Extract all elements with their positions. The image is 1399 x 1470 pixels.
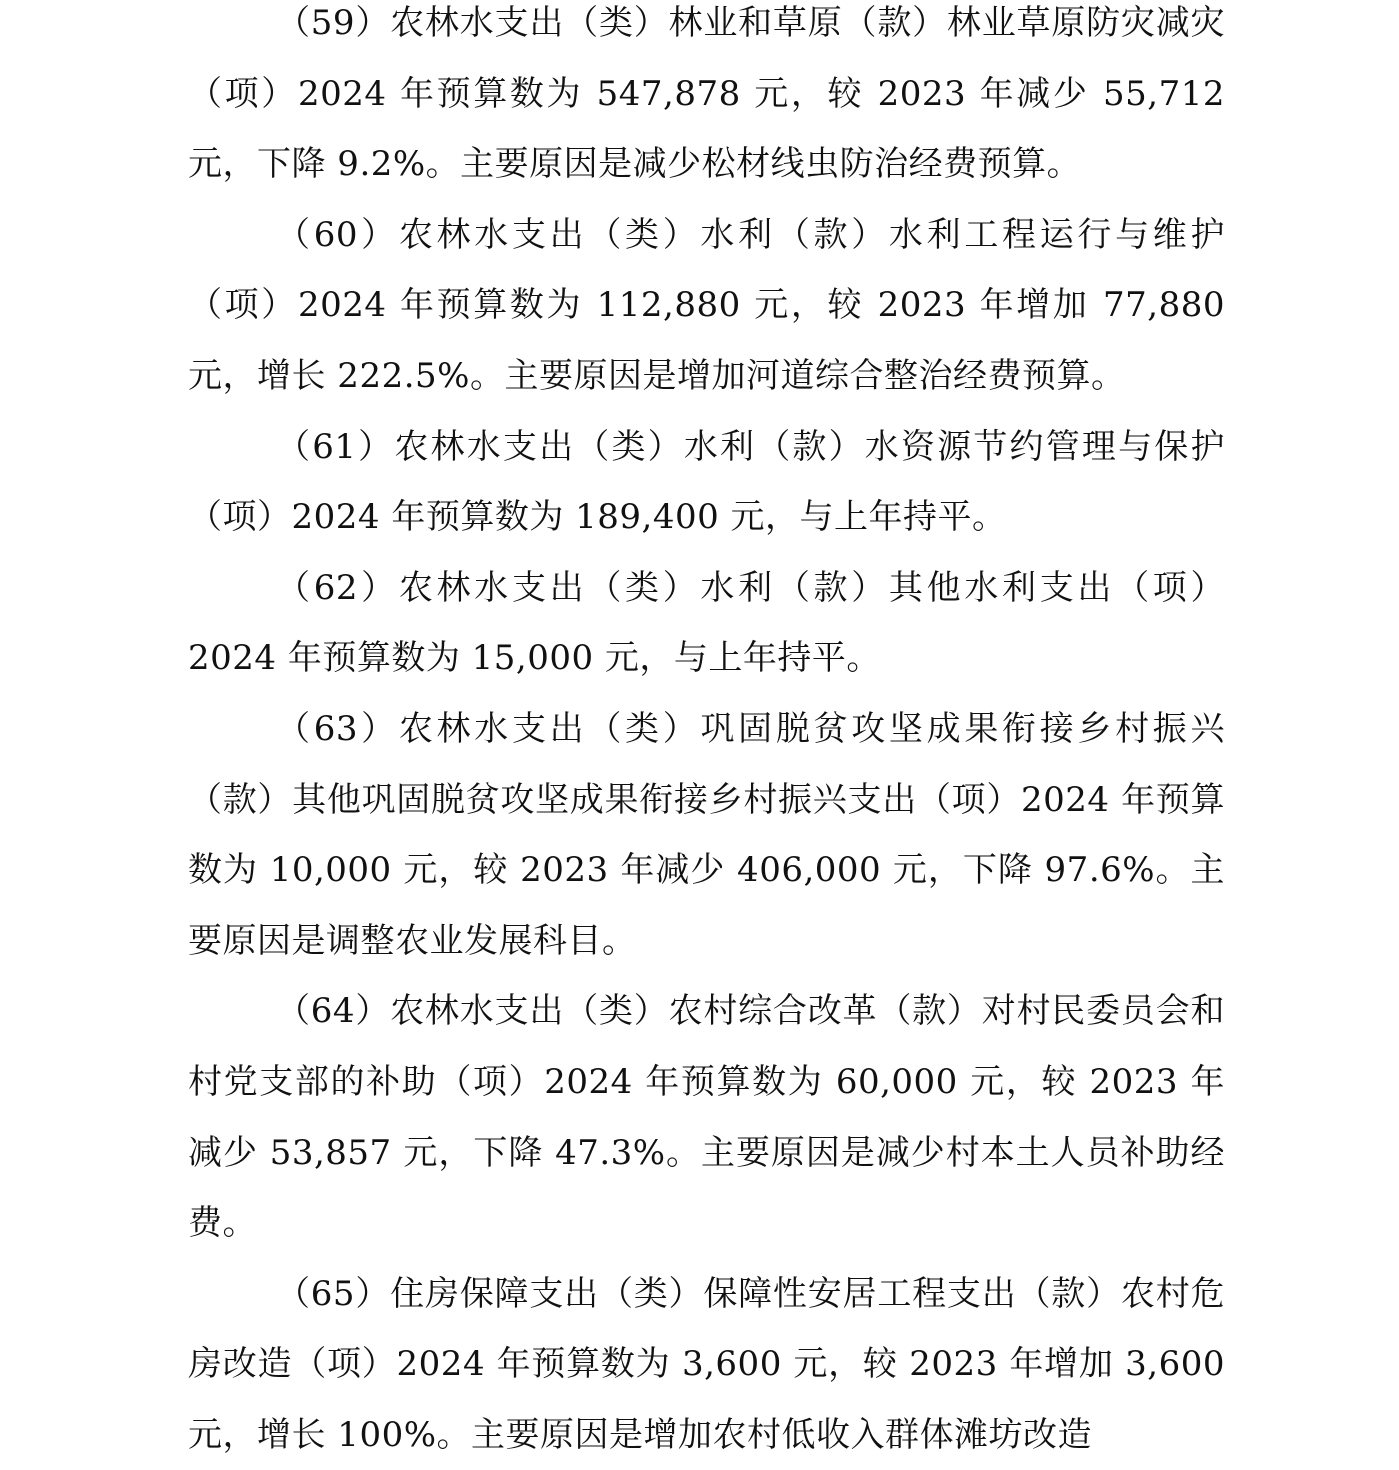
paragraph-59: （59）农林水支出（类）林业和草原（款）林业草原防灾减灾（项）2024 年预算数为 547,878 元，较 2023 年减少 55,712 元，下降 9.2%。主要原因是减少松材线虫防治经费预算。 [188,3,1225,185]
paragraph-60: （60）农林水支出（类）水利（款）水利工程运行与维护（项）2024 年预算数为 112,880 元，较 2023 年增加 77,880 元，增长 222.5%。主要原因是增加河道综合整治经费预算。 [188,214,1225,396]
paragraph-63: （63）农林水支出（类）巩固脱贫攻坚成果衔接乡村振兴（款）其他巩固脱贫攻坚成果衔接乡村振兴支出（项）2024 年预算数为 10,000 元，较 2023 年减少 406,000 元，下降 97.6%。主要原因是调整农业发展科目。 [188,708,1225,961]
paragraph-65: （65）住房保障支出（类）保障性安居工程支出（款）农村危房改造（项）2024 年预算数为 3,600 元，较 2023 年增加 3,600 元，增长 100%。主要原因是增加农村低收入群体滩坊改造 [188,1273,1225,1455]
document-page [188,0,1225,1470]
paragraph-61: （61）农林水支出（类）水利（款）水资源节约管理与保护（项）2024 年预算数为 189,400 元，与上年持平。 [188,426,1225,538]
paragraph-62: （62）农林水支出（类）水利（款）其他水利支出（项）2024 年预算数为 15,000 元，与上年持平。 [188,567,1225,679]
paragraph-64: （64）农林水支出（类）农村综合改革（款）对村民委员会和村党支部的补助（项）2024 年预算数为 60,000 元，较 2023 年减少 53,857 元，下降 47.3%。主要原因是减少村本土人员补助经费。 [188,991,1225,1244]
